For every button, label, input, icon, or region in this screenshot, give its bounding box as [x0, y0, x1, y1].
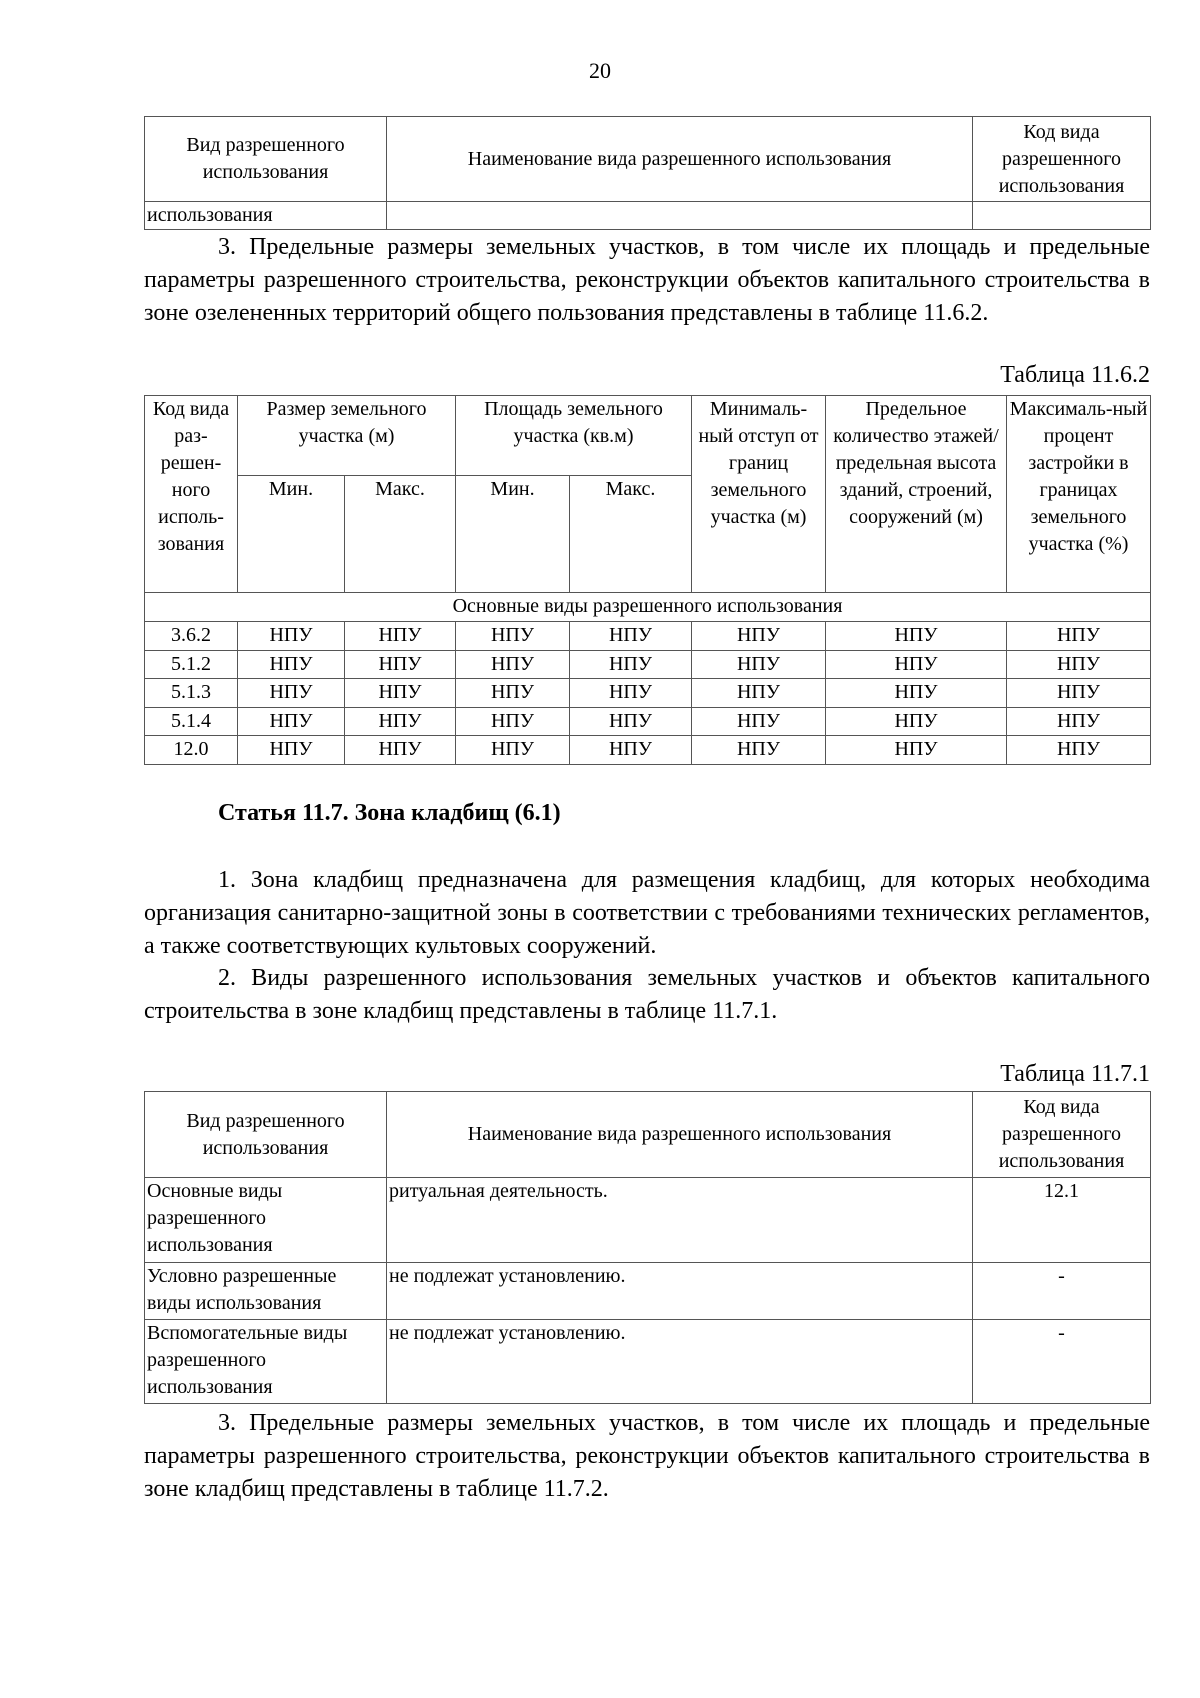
header-cell: Код вида разрешенного использования — [973, 1092, 1151, 1178]
table-row — [145, 736, 1151, 765]
table-cell: НПУ — [456, 650, 570, 679]
section-row: Основные виды разрешенного использования — [145, 593, 1151, 622]
header-code: Код вида раз-решен-ного исполь-зования — [145, 396, 238, 593]
table-cell: НПУ — [1007, 707, 1151, 736]
table-cell: НПУ — [345, 707, 456, 736]
header-cell: Наименование вида разрешенного использования — [387, 117, 973, 202]
table-cell: НПУ — [692, 736, 826, 765]
table-cell: НПУ — [692, 679, 826, 708]
table-cell: 12.1 — [973, 1178, 1151, 1263]
table-cell: НПУ — [456, 736, 570, 765]
table-cell — [973, 202, 1151, 230]
table-cell: 5.1.3 — [145, 679, 238, 708]
table-cell: 3.6.2 — [145, 622, 238, 651]
header-min: Мин. — [456, 476, 570, 593]
table-cell: НПУ — [1007, 622, 1151, 651]
table-cell: НПУ — [1007, 650, 1151, 679]
table-caption: Таблица 11.6.2 — [1000, 362, 1150, 388]
table-cell: НПУ — [238, 736, 345, 765]
table-row — [145, 1320, 1151, 1404]
table-cell: 12.0 — [145, 736, 238, 765]
table-cell: НПУ — [692, 707, 826, 736]
table-cell: - — [973, 1320, 1151, 1404]
table-cell: не подлежат установлению. — [387, 1263, 973, 1320]
table-cell: 5.1.4 — [145, 707, 238, 736]
table-cell: НПУ — [570, 622, 692, 651]
paragraph: 3. Предельные размеры земельных участков, в том числе их площадь и предельные параметры разрешенного строительства, реконструкции объектов капитального строительства в зоне озелененных территорий общего пользования представлены в таблице 11.6.2. — [144, 234, 1150, 326]
header-max: Макс. — [345, 476, 456, 593]
table-cell: использования — [145, 202, 387, 230]
table-row — [145, 650, 1151, 679]
table-cell: Вспомогательные виды разрешенного использования — [145, 1320, 387, 1404]
table-cell: НПУ — [345, 650, 456, 679]
table-cell: НПУ — [1007, 736, 1151, 765]
table-cell: НПУ — [570, 679, 692, 708]
page-number: 20 — [589, 58, 611, 83]
header-cell: Вид разрешенного использования — [145, 1092, 387, 1178]
table-cell: НПУ — [570, 736, 692, 765]
table-cell: НПУ — [238, 622, 345, 651]
paragraph: 3. Предельные размеры земельных участков, в том числе их площадь и предельные параметры разрешенного строительства, реконструкции объектов капитального строительства в зоне кладбищ представлены в таблице 11.7.2. — [144, 1410, 1150, 1502]
table-cell: НПУ — [692, 650, 826, 679]
header-cell: Вид разрешенного использования — [145, 117, 387, 202]
header-max: Макс. — [570, 476, 692, 593]
table-cell: НПУ — [692, 622, 826, 651]
table-cell: не подлежат установлению. — [387, 1320, 973, 1404]
article-heading: Статья 11.7. Зона кладбищ (6.1) — [218, 800, 561, 826]
table-cell: НПУ — [345, 622, 456, 651]
table-cell: НПУ — [238, 707, 345, 736]
table-cell: ритуальная деятельность. — [387, 1178, 973, 1263]
table-cell: НПУ — [1007, 679, 1151, 708]
table-cell: НПУ — [826, 679, 1007, 708]
table-cell: НПУ — [345, 679, 456, 708]
table-row — [145, 622, 1151, 651]
table-cell: НПУ — [345, 736, 456, 765]
header-plot-size: Размер земельного участка (м) — [238, 396, 456, 476]
table-cell: Условно разрешенные виды использования — [145, 1263, 387, 1320]
table-cell: НПУ — [826, 622, 1007, 651]
table-cell: НПУ — [570, 707, 692, 736]
header-cell: Код вида разрешенного использования — [973, 117, 1151, 202]
table-cell: НПУ — [238, 679, 345, 708]
header-coverage: Максималь-ный процент застройки в границах земельного участка (%) — [1007, 396, 1151, 593]
table-row — [145, 1178, 1151, 1263]
table-cell: НПУ — [570, 650, 692, 679]
header-min-setback: Минималь-ный отступ от границ земельного участка (м) — [692, 396, 826, 593]
table-row — [145, 707, 1151, 736]
table-continued — [144, 116, 1151, 230]
table-cell: НПУ — [826, 707, 1007, 736]
header-min: Мин. — [238, 476, 345, 593]
table-cell: НПУ — [826, 650, 1007, 679]
table-cell — [387, 202, 973, 230]
header-cell: Наименование вида разрешенного использования — [387, 1092, 973, 1178]
table-row — [145, 679, 1151, 708]
table-cell: НПУ — [456, 622, 570, 651]
table-cell: - — [973, 1263, 1151, 1320]
header-plot-area: Площадь земельного участка (кв.м) — [456, 396, 692, 476]
table-cell: НПУ — [826, 736, 1007, 765]
table-cell: НПУ — [238, 650, 345, 679]
table-row — [145, 1263, 1151, 1320]
table-cell: НПУ — [456, 707, 570, 736]
header-floors: Предельное количество этажей/ предельная высота зданий, строений, сооружений (м) — [826, 396, 1007, 593]
table-cell: Основные виды разрешенного использования — [145, 1178, 387, 1263]
paragraph: 1. Зона кладбищ предназначена для размещения кладбищ, для которых необходима организация санитарно-защитной зоны в соответствии с требованиями технических регламентов, а также соответствующих культовых сооружений. 2. Виды разрешенного использования земельных участков и объектов капитального строительства в зоне кладбищ представлены в таблице 11.7.1. — [144, 867, 1150, 1025]
table-11-7-1 — [144, 1091, 1151, 1404]
table-cell: 5.1.2 — [145, 650, 238, 679]
table-cell: НПУ — [456, 679, 570, 708]
table-caption: Таблица 11.7.1 — [1000, 1061, 1150, 1087]
table-11-6-2 — [144, 395, 1151, 765]
